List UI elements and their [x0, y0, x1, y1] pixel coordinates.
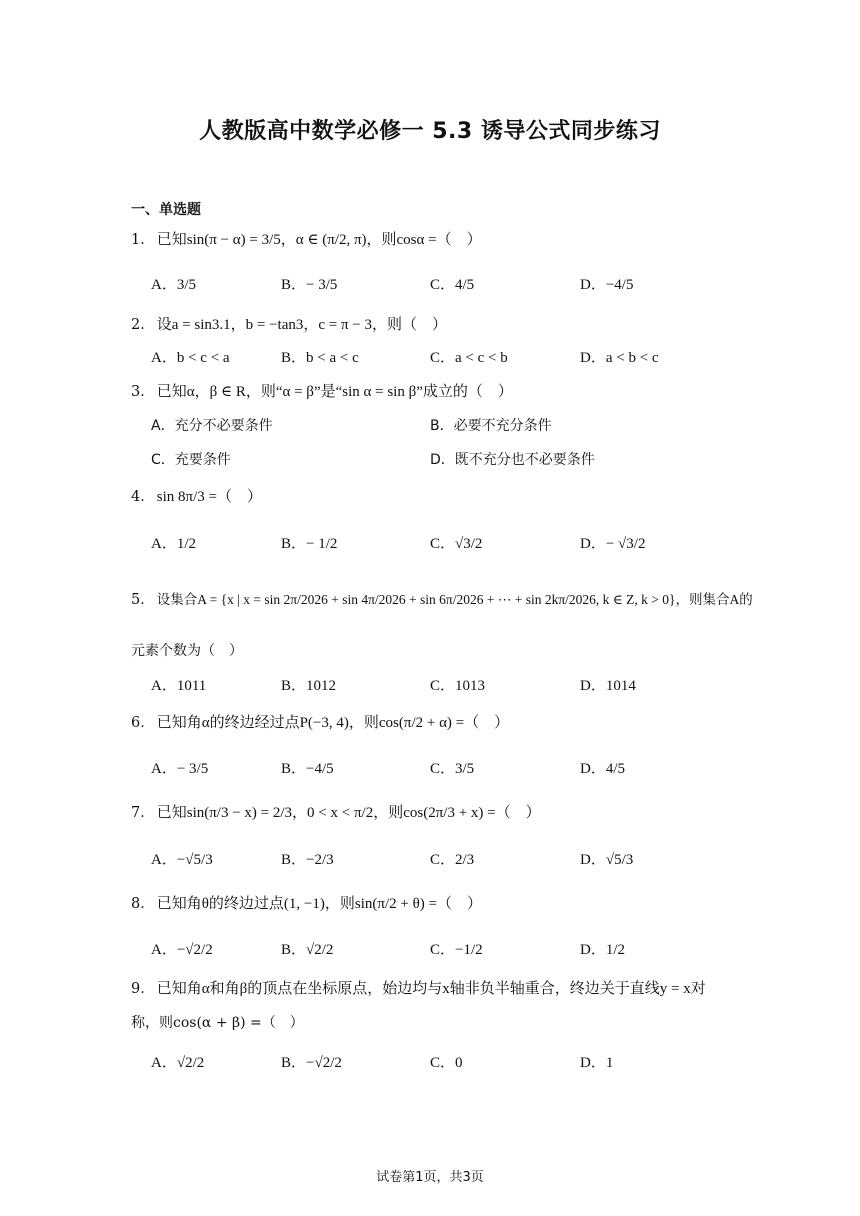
option-c: C．0 — [430, 1055, 463, 1071]
question-number: 9． — [131, 981, 155, 997]
option-d: D．1014 — [580, 678, 636, 694]
question-stem: 已知sin(π/3 − x) = 2/3，0 < x < π/2，则cos(2π/3 + x) =（ ） — [156, 805, 541, 821]
page-footer: 试卷第1页，共3页 — [376, 1170, 484, 1185]
option-a: A．√2/2 — [151, 1055, 205, 1071]
option-b: B．1012 — [281, 678, 337, 694]
question-number: 5． — [131, 592, 155, 608]
question-number: 3． — [131, 384, 155, 400]
question-stem-continued: 称，则cos(α + β) =（ ） — [131, 1015, 304, 1031]
option-d: D．√5/3 — [580, 852, 634, 868]
option-b: B．√2/2 — [281, 942, 334, 958]
question-stem: 已知α，β ∈ R，则“α = β”是“sin α = sin β”成立的（ ） — [156, 384, 513, 400]
option-c: C．3/5 — [430, 761, 475, 777]
question-number: 7． — [131, 805, 155, 821]
question-1 — [131, 228, 482, 252]
option-c: C．1013 — [430, 678, 486, 694]
option-c: C．充要条件 — [151, 452, 231, 468]
question-7 — [131, 801, 541, 825]
page-title: 人教版高中数学必修一 5.3 诱导公式同步练习 — [199, 119, 661, 144]
question-stem: 设集合A = {x | x = sin 2π/2026 + sin 4π/2026 + sin 6π/2026 + ⋯ + sin 2kπ/2026, k ∈ Z, k > 0}，则集合A的 — [156, 592, 753, 607]
question-stem: 已知角θ的终边过点(1, −1)，则sin(π/2 + θ) =（ ） — [156, 896, 482, 912]
section-heading: 一、单选题 — [131, 202, 201, 218]
option-d: D．4/5 — [580, 761, 626, 777]
question-2 — [131, 313, 447, 337]
option-a: A．1/2 — [151, 536, 197, 552]
option-a: A．− 3/5 — [151, 761, 209, 777]
option-c: C．√3/2 — [430, 536, 483, 552]
option-a: A．充分不必要条件 — [151, 418, 273, 434]
question-number: 2． — [131, 317, 155, 333]
option-d: D．−4/5 — [580, 277, 634, 293]
question-5 — [131, 588, 753, 612]
question-stem: sin 8π/3 =（ ） — [156, 489, 262, 505]
question-number: 4． — [131, 489, 155, 505]
question-number: 1． — [131, 232, 155, 248]
option-d: D．− √3/2 — [580, 536, 646, 552]
option-b: B．b < a < c — [281, 350, 359, 366]
question-6 — [131, 711, 509, 735]
option-a: A．b < c < a — [151, 350, 230, 366]
option-b: B．− 3/5 — [281, 277, 338, 293]
question-8 — [131, 892, 482, 916]
question-3 — [131, 380, 513, 404]
question-stem-continued: 元素个数为（ ） — [131, 643, 243, 659]
option-c: C．4/5 — [430, 277, 475, 293]
option-a: A．3/5 — [151, 277, 197, 293]
option-a: A．−√2/2 — [151, 942, 213, 958]
option-b: B．−√2/2 — [281, 1055, 342, 1071]
option-a: A．1011 — [151, 678, 207, 694]
question-stem: 已知sin(π − α) = 3/5，α ∈ (π/2, π)，则cosα =（ ） — [156, 232, 482, 248]
question-9 — [131, 977, 706, 1001]
option-b: B．−4/5 — [281, 761, 334, 777]
question-4 — [131, 485, 262, 509]
question-number: 8． — [131, 896, 155, 912]
option-b: B．−2/3 — [281, 852, 334, 868]
question-stem: 已知角α的终边经过点P(−3, 4)，则cos(π/2 + α) =（ ） — [156, 715, 510, 731]
option-b: B．必要不充分条件 — [430, 418, 552, 434]
option-d: D．既不充分也不必要条件 — [430, 452, 595, 468]
option-c: C．2/3 — [430, 852, 475, 868]
option-d: D．1/2 — [580, 942, 626, 958]
option-c: C．−1/2 — [430, 942, 483, 958]
option-c: C．a < c < b — [430, 350, 508, 366]
option-b: B．− 1/2 — [281, 536, 338, 552]
question-stem: 已知角α和角β的顶点在坐标原点，始边均与x轴非负半轴重合，终边关于直线y = x对 — [156, 981, 706, 997]
question-stem: 设a = sin3.1，b = −tan3，c = π − 3，则（ ） — [156, 317, 448, 333]
option-d: D．a < b < c — [580, 350, 659, 366]
question-number: 6． — [131, 715, 155, 731]
option-a: A．−√5/3 — [151, 852, 213, 868]
option-d: D．1 — [580, 1055, 614, 1071]
